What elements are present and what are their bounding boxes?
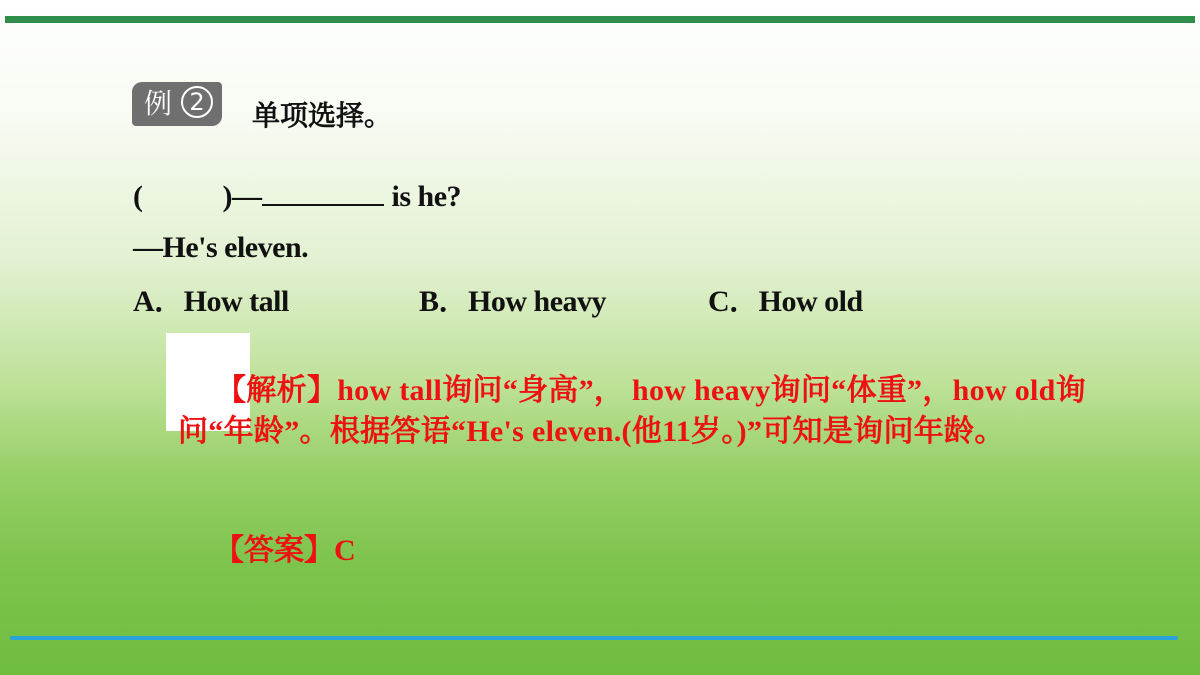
example-badge [132, 82, 222, 126]
example-number: 2 [181, 86, 213, 118]
option-c-letter: C． [708, 285, 759, 318]
option-a-text: How tall [183, 285, 289, 318]
option-c [708, 284, 863, 320]
question-line-1 [133, 178, 461, 215]
option-b-text: How heavy [468, 285, 607, 318]
option-b [419, 284, 606, 320]
answer-paren-close: )— [222, 180, 262, 213]
option-b-letter: B． [419, 285, 469, 318]
option-a [133, 284, 289, 320]
question-tail: is he? [391, 180, 462, 213]
analysis-text: 【解析】how tall询问“身高”， how heavy询问“体重”，how old询问“年龄”。根据答语“He's eleven.(他11岁。)”可知是询问年龄。 [178, 374, 1086, 448]
bottom-divider [10, 636, 1178, 640]
question-line-2: —He's eleven. [133, 231, 309, 264]
example-label: 例 [144, 87, 173, 120]
top-divider [5, 16, 1195, 23]
option-a-letter: A． [133, 285, 184, 318]
answer-paren-open: ( [133, 180, 143, 213]
fill-in-blank [262, 178, 384, 206]
answer-text: 【答案】C [214, 534, 356, 567]
section-title: 单项选择。 [252, 99, 393, 132]
option-c-text: How old [758, 285, 863, 318]
